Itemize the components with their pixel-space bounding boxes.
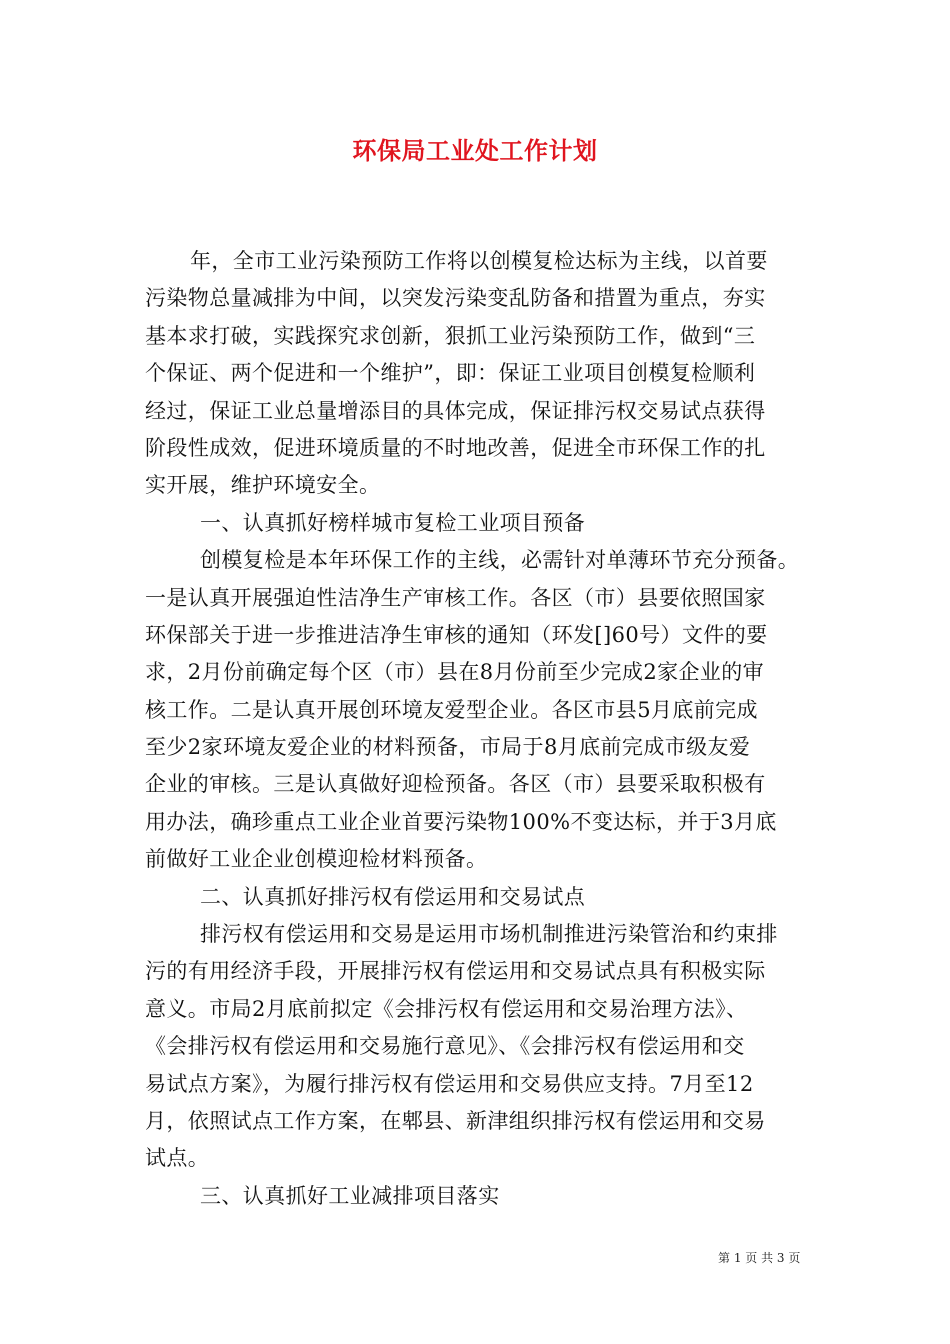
paragraph xyxy=(145,243,810,505)
text-line: 三、认真抓好工业减排项目落实 xyxy=(200,1183,500,1208)
text-line: 污染物总量减排为中间，以突发污染变乱防备和措置为重点，夯实 xyxy=(145,286,766,311)
paragraph xyxy=(145,542,810,879)
text-line: 环保部关于进一步推进洁净生审核的通知（环发[]60号）文件的要 xyxy=(145,622,768,647)
text-line: 二、认真抓好排污权有偿运用和交易试点 xyxy=(200,884,586,909)
section-heading xyxy=(145,1178,810,1215)
text-line: 月，依照试点工作方案，在郫县、新津组织排污权有偿运用和交易 xyxy=(145,1108,766,1133)
text-line: 《会排污权有偿运用和交易施行意见》、《会排污权有偿运用和交 xyxy=(145,1034,745,1059)
text-line: 企业的审核。三是认真做好迎检预备。各区（市）县要采取积极有 xyxy=(145,772,766,797)
text-line: 排污权有偿运用和交易是运用市场机制推进污染管治和约束排 xyxy=(200,922,778,947)
text-line: 意义。市局2月底前拟定《会排污权有偿运用和交易治理方法》、 xyxy=(145,996,748,1021)
page-number: 第 1 页 共 3 页 xyxy=(718,1251,801,1265)
text-line: 易试点方案》，为履行排污权有偿运用和交易供应支持。7月至12 xyxy=(145,1071,754,1096)
text-line: 求，2月份前确定每个区（市）县在8月份前至少完成2家企业的审 xyxy=(145,660,765,685)
paragraph xyxy=(145,916,810,1178)
text-line: 基本求打破，实践探究求创新，狠抓工业污染预防工作，做到“三 xyxy=(145,323,756,348)
document-title: 环保局工业处工作计划 xyxy=(352,137,598,165)
text-line: 一是认真开展强迫性洁净生产审核工作。各区（市）县要依照国家 xyxy=(145,585,766,610)
text-line: 前做好工业企业创模迎检材料预备。 xyxy=(145,847,488,872)
text-line: 阶段性成效，促进环境质量的不时地改善，促进全市环保工作的扎 xyxy=(145,435,766,460)
text-line: 至少2家环境友爱企业的材料预备，市局于8月底前完成市级友爱 xyxy=(145,735,751,760)
text-line: 个保证、两个促进和一个维护”，即：保证工业项目创模复检顺利 xyxy=(145,361,756,386)
section-heading xyxy=(145,505,810,542)
text-line: 试点。 xyxy=(145,1146,210,1171)
text-line: 年，全市工业污染预防工作将以创模复检达标为主线，以首要 xyxy=(190,249,768,273)
text-line: 创模复检是本年环保工作的主线，必需针对单薄环节充分预备。 xyxy=(200,548,800,573)
text-line: 用办法，确珍重点工业企业首要污染物100%不变达标，并于3月底 xyxy=(145,809,777,834)
text-line: 实开展，维护环境安全。 xyxy=(145,473,381,498)
section-heading xyxy=(145,879,810,916)
text-line: 污的有用经济手段，开展排污权有偿运用和交易试点具有积极实际 xyxy=(145,959,766,984)
document-body xyxy=(145,243,810,1215)
text-line: 一、认真抓好榜样城市复检工业项目预备 xyxy=(200,510,586,535)
text-line: 核工作。二是认真开展创环境友爱型企业。各区市县5月底前完成 xyxy=(145,697,758,722)
text-line: 经过，保证工业总量增添目的具体完成，保证排污权交易试点获得 xyxy=(145,398,766,423)
